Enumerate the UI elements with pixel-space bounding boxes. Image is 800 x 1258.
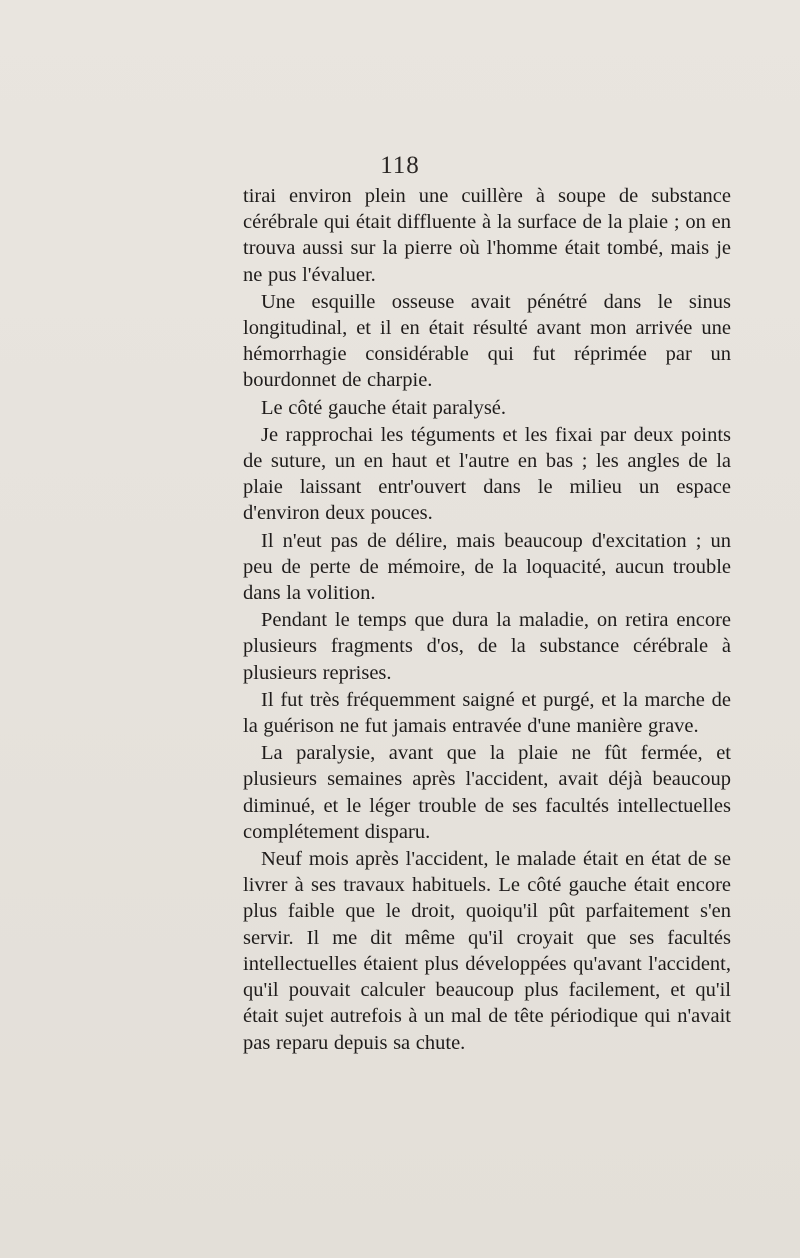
paragraph: Il fut très fréquemment saigné et purgé, et la marche de la guérison ne fut jamais entravée d'une manière grave. bbox=[243, 688, 731, 738]
paragraph: tirai environ plein une cuillère à soupe de substance cérébrale qui était diffluente à la surface de la plaie ; on en trouva aussi sur la pierre où l'homme était tombé, mais je ne pus l'évaluer. bbox=[243, 185, 731, 286]
paragraph: Pendant le temps que dura la maladie, on retira encore plusieurs fragments d'os, de la substance cérébrale à plusieurs reprises. bbox=[243, 609, 731, 684]
paragraph: La paralysie, avant que la plaie ne fût fermée, et plusieurs semaines après l'accident, avait déjà beaucoup diminué, et le léger trouble de ses facultés intellectuelles complétement disparu. bbox=[243, 742, 731, 843]
body-text bbox=[243, 183, 731, 1057]
paragraph: Une esquille osseuse avait pénétré dans le sinus longitudinal, et il en était résulté avant mon arrivée une hémorrhagie considérable qui fut réprimée par un bourdonnet de charpie. bbox=[243, 290, 731, 392]
paragraph: Je rapprochai les téguments et les fixai par deux points de suture, un en haut et l'autre en bas ; les angles de la plaie laissant entr'ouvert dans le milieu un espace d'environ deux pouces. bbox=[243, 423, 731, 525]
paragraph: Le côté gauche était paralysé. bbox=[261, 396, 507, 419]
paragraph: Il n'eut pas de délire, mais beaucoup d'excitation ; un peu de perte de mémoire, de la loquacité, aucun trouble dans la volition. bbox=[243, 529, 731, 605]
paragraph: Neuf mois après l'accident, le malade était en état de se livrer à ses travaux habituels. Le côté gauche était encore plus faible que le droit, quoiqu'il pût parfaitement s'en servir. Il me dit même qu'il croyait que ses facultés intellectuelles étaient plus développées qu'avant l'accident, qu'il pouvait calculer beaucoup plus facilement, et qu'il était sujet autrefois à un mal de tête périodique qui n'avait pas reparu depuis sa chute. bbox=[243, 848, 731, 1054]
page-number: 118 bbox=[380, 152, 420, 179]
